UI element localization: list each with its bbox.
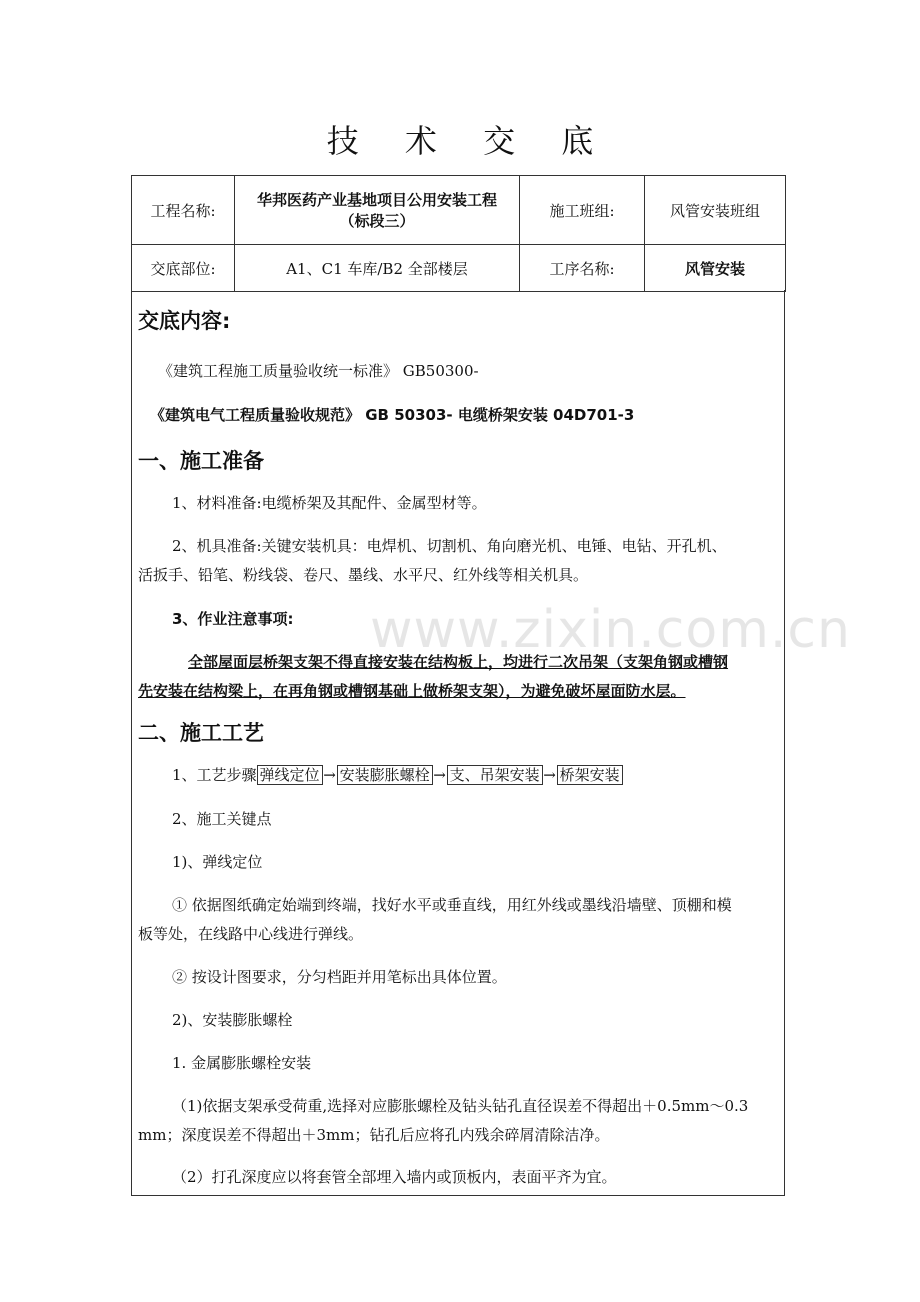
standard-1: 《建筑工程施工质量验收统一标准》 GB50300-	[158, 362, 479, 380]
section-2-heading: 二、施工工艺	[138, 721, 264, 745]
sub-2-1: 1. 金属膨胀螺栓安装	[172, 1054, 312, 1072]
prep-item-2-line2: 活扳手、铅笔、粉线袋、卷尺、墨线、水平尺、红外线等相关机具。	[138, 566, 589, 584]
project-value	[235, 176, 520, 245]
prep-item-1: 1、材料准备:电缆桥架及其配件、金属型材等。	[172, 494, 487, 512]
prep-item-2-line1: 2、机具准备:关键安装机具：电焊机、切割机、角向磨光机、电锤、电钻、开孔机、	[172, 537, 727, 555]
flow-prefix: 1、工艺步骤	[172, 766, 257, 784]
watermark: www.zixin.com.cn	[370, 600, 851, 660]
item-1-line2: 板等处，在线路中心线进行弹线。	[138, 925, 364, 943]
process-label: 工序名称:	[520, 245, 645, 292]
bolt-item-1-line1: （1)依据支架承受荷重,选择对应膨胀螺栓及钻头钻孔直径误差不得超出＋0.5mm～0.3	[172, 1097, 749, 1115]
flow-step-1: 弹线定位	[257, 765, 323, 785]
section-1-heading: 一、施工准备	[138, 449, 264, 473]
location-label: 交底部位:	[132, 245, 235, 292]
team-label: 施工班组:	[520, 176, 645, 245]
project-value-line1: 华邦医药产业基地项目公用安装工程	[256, 191, 497, 209]
flow-step-4: 桥架安装	[557, 765, 623, 785]
process-value: 风管安装	[645, 245, 786, 292]
prep-item-3: 3、作业注意事项:	[172, 610, 294, 628]
team-value: 风管安装班组	[645, 176, 786, 245]
bolt-item-2: （2）打孔深度应以将套管全部埋入墙内或顶板内，表面平齐为宜。	[172, 1168, 617, 1186]
location-value: A1、C1 车库/B2 全部楼层	[235, 245, 520, 292]
sub-1-heading: 1)、弹线定位	[172, 853, 263, 871]
header-table	[131, 175, 786, 292]
flow-arrow-icon: →	[323, 766, 336, 784]
project-label: 工程名称:	[132, 176, 235, 245]
flow-arrow-icon: →	[433, 766, 446, 784]
note-line-1: 全部屋面层桥架支架不得直接安装在结构板上，均进行二次吊架（支架角钢或槽钢	[188, 653, 729, 671]
flow-step-2: 安装膨胀螺栓	[337, 765, 433, 785]
content-heading: 交底内容:	[138, 309, 231, 333]
key-points: 2、施工关键点	[172, 810, 272, 828]
bolt-item-1-line2: mm；深度误差不得超出＋3mm；钻孔后应将孔内残余碎屑清除洁净。	[138, 1126, 610, 1144]
process-flow	[172, 764, 623, 785]
item-1-line1: ① 依据图纸确定始端到终端，找好水平或垂直线，用红外线或墨线沿墙壁、顶棚和模	[172, 896, 732, 914]
document-title: 技 术 交 底	[326, 122, 612, 160]
standard-2: 《建筑电气工程质量验收规范》 GB 50303- 电缆桥架安装 04D701-3	[150, 406, 635, 424]
flow-step-3: 支、吊架安装	[447, 765, 543, 785]
flow-arrow-icon: →	[543, 766, 556, 784]
item-2: ② 按设计图要求，分匀档距并用笔标出具体位置。	[172, 968, 507, 986]
sub-2-heading: 2)、安装膨胀螺栓	[172, 1011, 293, 1029]
note-line-2: 先安装在结构梁上，在再角钢或槽钢基础上做桥架支架），为避免破坏屋面防水层。	[138, 682, 686, 700]
project-value-line2: （标段三）	[339, 212, 415, 230]
